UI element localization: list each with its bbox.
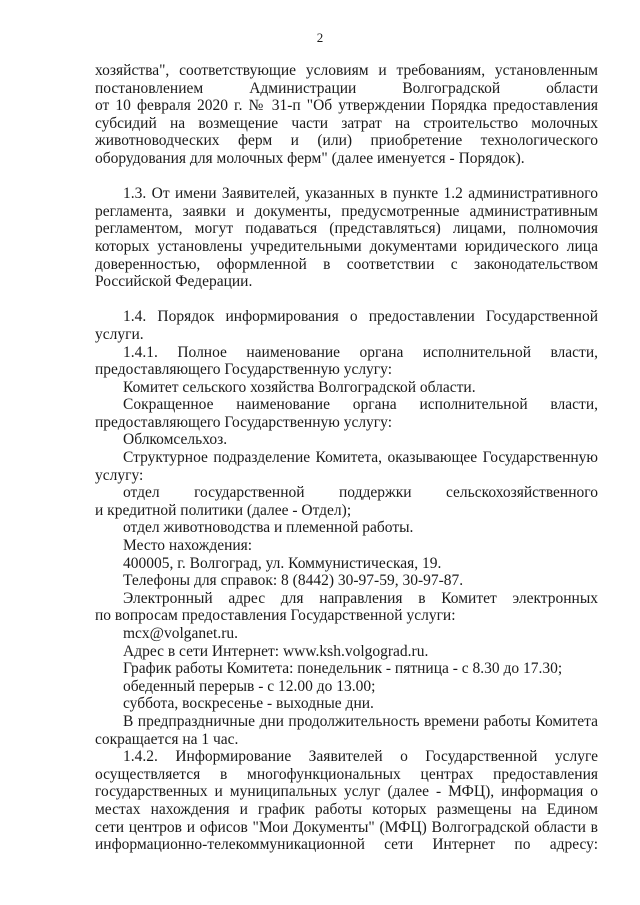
text-line: от 10 февраля 2020 г. № 31-п "Об утверждении Порядка предоставления [95, 97, 598, 115]
text-line: услугу: [95, 466, 144, 484]
text-line: животноводческих ферм и (или) приобретение технологического [95, 132, 598, 150]
text-line: Облкомсельхоз. [123, 431, 228, 449]
text-line: субсидий на возмещение части затрат на строительство молочных [95, 114, 598, 132]
text-line: суббота, воскресенье - выходные дни. [123, 695, 374, 713]
text-line: отдел животноводства и племенной работы. [123, 519, 414, 537]
text-line: 400005, г. Волгоград, ул. Коммунистическая, 19. [123, 554, 442, 572]
text-line: 1.4. Порядок информирования о предоставлении Государственной [123, 308, 598, 326]
text-line: по вопросам предоставления Государственной услуги: [95, 607, 456, 625]
website-address: Адрес в сети Интернет: www.ksh.volgograd.ru. [123, 642, 429, 660]
text-line: Сокращенное наименование органа исполнительной власти, [123, 396, 598, 414]
text-line: услуги. [95, 325, 144, 343]
text-line: постановлением Администрации Волгоградской области [95, 79, 598, 97]
text-line: предоставляющего Государственную услугу: [95, 413, 393, 431]
text-line: осуществляется в многофункциональных центрах предоставления [95, 765, 598, 783]
text-line: 1.4.2. Информирование Заявителей о Государственной услуге [123, 748, 598, 766]
paragraph-1-3 [95, 185, 598, 291]
text-line: хозяйства", соответствующие условиям и требованиям, установленным [95, 62, 598, 79]
text-line: Российской Федерации. [95, 273, 253, 291]
page-number: 2 [316, 30, 324, 45]
text-line: 1.4.1. Полное наименование органа исполнительной власти, [123, 343, 598, 361]
text-line: и кредитной политики (далее - Отдел); [95, 501, 352, 519]
text-line: График работы Комитета: понедельник - пятница - с 8.30 до 17.30; [123, 660, 563, 678]
text-line: Место нахождения: [123, 537, 253, 555]
paragraph-intro [95, 62, 598, 168]
text-line: обеденный перерыв - с 12.00 до 13.00; [123, 677, 376, 695]
text-line: государственных и муниципальных услуг (далее - МФЦ), информация о [95, 783, 598, 801]
text-line: Комитет сельского хозяйства Волгоградской области. [123, 378, 476, 396]
text-line: местах нахождения и график работы которых размещены на Едином [95, 800, 598, 818]
text-line: отдел государственной поддержки сельскохозяйственного [123, 484, 598, 502]
text-line: регламентом, могут подаваться (представляться) лицами, полномочия [95, 220, 598, 238]
text-line: которых установлены учредительными документами юридического лица [95, 237, 598, 255]
text-line: оборудования для молочных ферм" (далее именуется - Порядок). [95, 149, 525, 167]
text-line: доверенностью, оформленной в соответствии с законодательством [95, 255, 598, 273]
text-line: предоставляющего Государственную услугу: [95, 361, 393, 379]
text-line: Электронный адрес для направления в Комитет электронных [123, 589, 598, 607]
text-line: Телефоны для справок: 8 (8442) 30-97-59, 30-97-87. [123, 572, 464, 590]
document-body [95, 62, 598, 854]
text-line: сети центров и офисов "Мои Документы" (МФЦ) Волгоградской области в [95, 818, 598, 836]
text-line: Структурное подразделение Комитета, оказывающее Государственную [123, 449, 598, 467]
text-line: 1.3. От имени Заявителей, указанных в пункте 1.2 административного [123, 185, 598, 203]
text-line: В предпраздничные дни продолжительность времени работы Комитета [123, 712, 598, 730]
email-address: mcx@volganet.ru. [123, 625, 238, 642]
text-line: информационно-телекоммуникационной сети Интернет по адресу: [95, 836, 598, 854]
text-line: регламента, заявки и документы, предусмотренные административным [95, 202, 598, 220]
text-line: сокращается на 1 час. [95, 730, 239, 748]
paragraph-1-4 [95, 308, 598, 853]
